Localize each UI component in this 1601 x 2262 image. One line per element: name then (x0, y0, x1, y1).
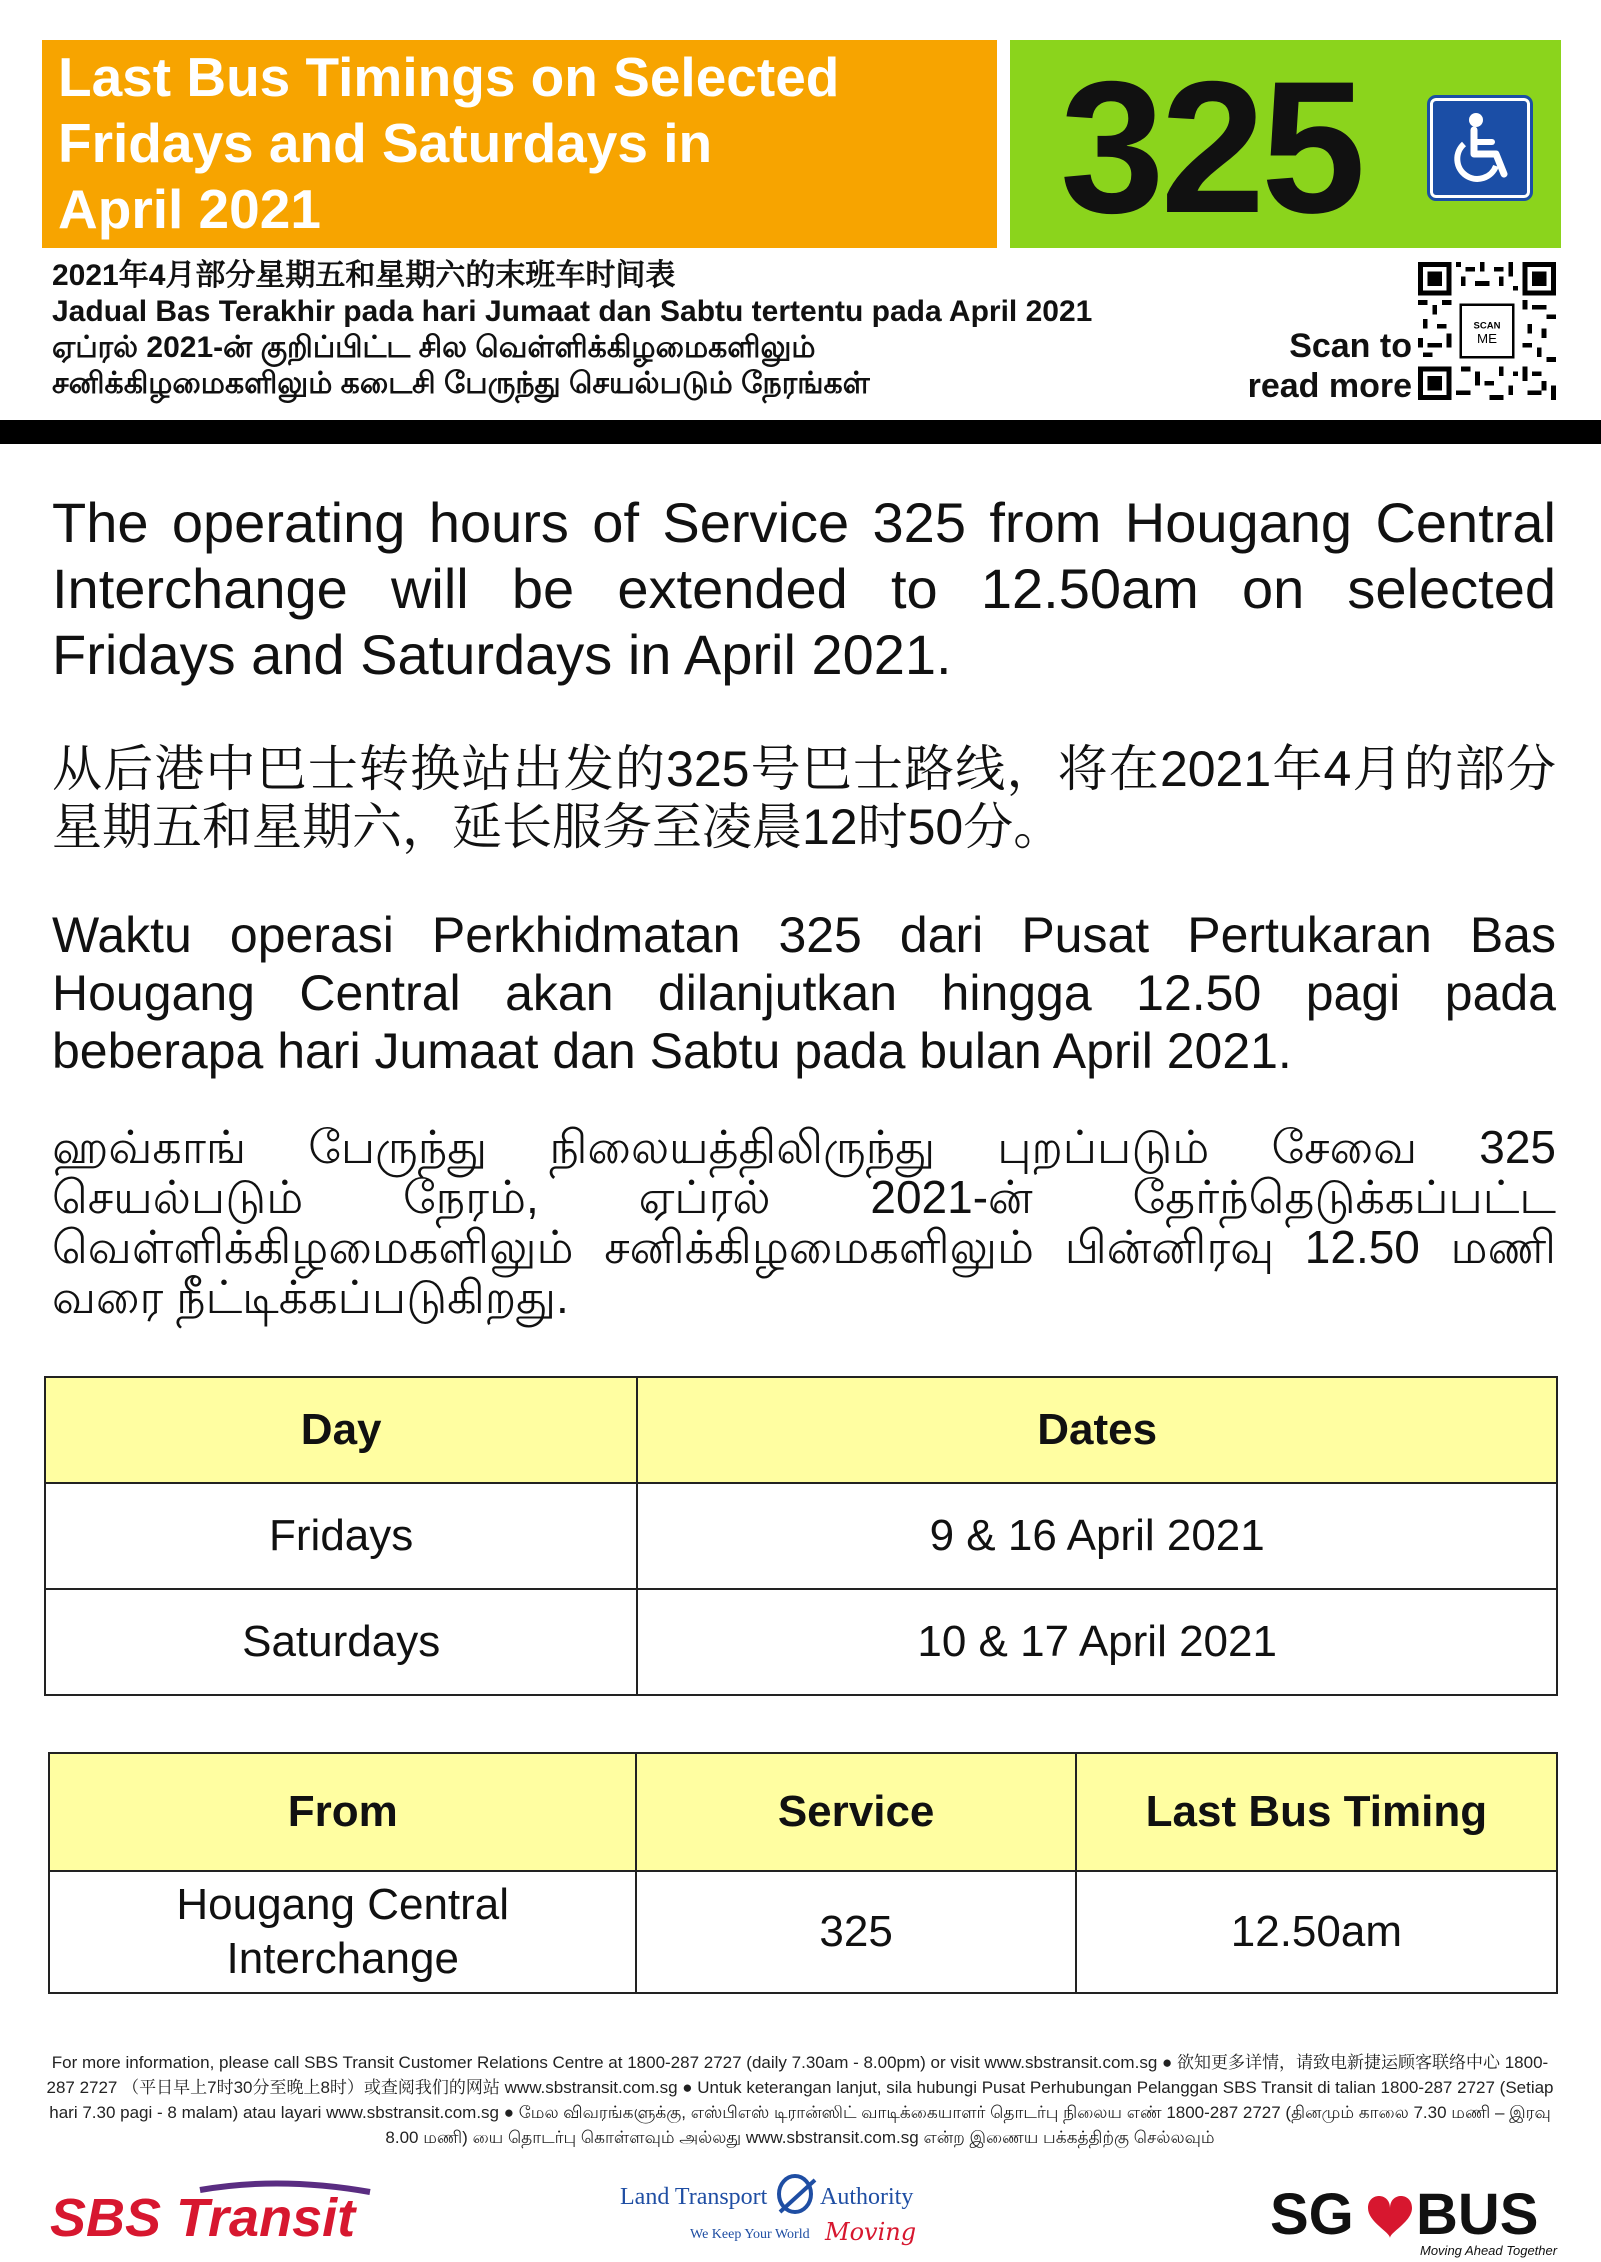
column-header-last-bus-timing: Last Bus Timing (1076, 1753, 1557, 1871)
cell-service: 325 (636, 1871, 1075, 1993)
sbs-logo-text: SBS Transit (50, 2188, 356, 2248)
wheelchair-icon (1430, 98, 1530, 198)
sgbus-sg-text: SG (1270, 2182, 1354, 2247)
footer-contact-info: For more information, please call SBS Transit Customer Relations Centre at 1800-287 2727 (daily 7.30am - 8.00pm) or visit www.sbstransit.com.sg ● 欲知更多详情，请致电新捷运顾客联络中心 1800-287 2727 （平日早上7时30分至晚上8时）或查阅我们的网站 www.sbstransit.com.sg ● Untuk keterangan lanjut, sila hubungi Pusat Perhubungan Pelanggan SBS Transit di talian 1800-287 2727 (Setiap hari 7.30 pagi - 8 malam) atau layari www.sbstransit.com.sg ● மேல விவரங்களுக்கு, எஸ்பிஎஸ் டிரான்ஸிட் வாடிக்கையாளர் தொடர்பு நிலைய எண் 1800-287 2727 (தினமும் காலை 7.30 மணி – இரவு 8.00 மணி) யை தொடர்பு கொள்ளவும் அல்லது www.sbstransit.com.sg என்ற இணைய பக்கத்திற்கு செல்லவும் (46, 2053, 1554, 2147)
page-title (58, 44, 988, 242)
table-header-row (45, 1377, 1557, 1483)
qr-code-icon[interactable] (1418, 262, 1556, 400)
cell-last-bus-timing: 12.50am (1076, 1871, 1557, 1993)
column-header-service: Service (636, 1753, 1075, 1871)
table-row (45, 1483, 1557, 1589)
cell-from (49, 1871, 636, 1993)
lta-logo-text: Land Transport (620, 2184, 768, 2210)
subtitle-tamil-2: சனிக்கிழமைகளிலும் கடைசி பேருந்து செயல்படும் நேரங்கள் (52, 367, 870, 400)
sgbus-bus-text: BUS (1416, 2182, 1539, 2247)
subtitle-chinese: 2021年4月部分星期五和星期六的末班车时间表 (52, 259, 676, 292)
table-row (45, 1589, 1557, 1695)
paragraph-tamil: ஹவ்காங் பேருந்து நிலையத்திலிருந்து புறப்படும் சேவை 325 செயல்படும் நேரம், ஏப்ரல் 2021-ன் தேர்ந்தெடுக்கப்பட்ட வெள்ளிக்கிழமைகளிலும் சனிக்கிழமைகளிலும் பின்னிரவு 12.50 மணி வரை நீட்டிக்கப்படுகிறது. (52, 1121, 1556, 1323)
table-header-row (49, 1753, 1557, 1871)
cell-dates: 9 & 16 April 2021 (637, 1483, 1557, 1589)
dates-table (44, 1376, 1558, 1696)
column-header-dates: Dates (637, 1377, 1557, 1483)
svg-text:SCAN: SCAN (1473, 320, 1501, 332)
cell-day: Saturdays (45, 1589, 637, 1695)
subtitle-tamil-1: ஏப்ரல் 2021-ன் குறிப்பிட்ட சில வெள்ளிக்கிழமைகளிலும் (52, 331, 816, 364)
scan-line-2: read more (1247, 367, 1412, 405)
sgbus-tagline-text: Moving Ahead Together (1420, 2243, 1558, 2258)
multilingual-subtitles (52, 258, 1142, 402)
header-divider (0, 420, 1601, 444)
paragraph-chinese: 从后港中巴士转换站出发的325号巴士路线，将在2021年4月的部分星期五和星期六，延长服务至凌晨12时50分。 (52, 741, 1556, 855)
cell-day: Fridays (45, 1483, 637, 1589)
subtitle-malay: Jadual Bas Terakhir pada hari Jumaat dan Sabtu tertentu pada April 2021 (52, 295, 1093, 328)
lta-logo[interactable] (620, 2172, 950, 2262)
lta-authority-text: Authority (820, 2184, 914, 2210)
heart-icon (1368, 2196, 1412, 2238)
cell-dates: 10 & 17 April 2021 (637, 1589, 1557, 1695)
sbs-transit-logo[interactable] (50, 2178, 410, 2258)
svg-text:ME: ME (1477, 330, 1497, 346)
lta-tagline-text: We Keep Your World (690, 2227, 810, 2242)
column-header-from: From (49, 1753, 636, 1871)
title-line-2: Fridays and Saturdays in (58, 112, 713, 174)
title-line-1: Last Bus Timings on Selected (58, 46, 840, 108)
route-number: 325 (1060, 42, 1362, 252)
column-header-day: Day (45, 1377, 637, 1483)
last-bus-timing-table (48, 1752, 1558, 1994)
paragraph-english: The operating hours of Service 325 from Hougang Central Interchange will be extended to 12.50am on selected Fridays and Saturdays in April 2021. (52, 491, 1556, 686)
title-line-3: April 2021 (58, 178, 321, 240)
lta-moving-text: Moving (825, 2218, 917, 2246)
sgbus-logo[interactable] (1270, 2180, 1570, 2260)
paragraph-malay: Waktu operasi Perkhidmatan 325 dari Pusat Pertukaran Bas Hougang Central akan dilanjutkan hingga 12.50 pagi pada beberapa hari Jumaat dan Sabtu pada bulan April 2021. (52, 907, 1556, 1079)
scan-line-1: Scan to (1289, 327, 1412, 365)
scan-to-read-more (1240, 326, 1412, 406)
table-row (49, 1871, 1557, 1993)
from-label: Hougang Central Interchange (176, 1880, 510, 1983)
